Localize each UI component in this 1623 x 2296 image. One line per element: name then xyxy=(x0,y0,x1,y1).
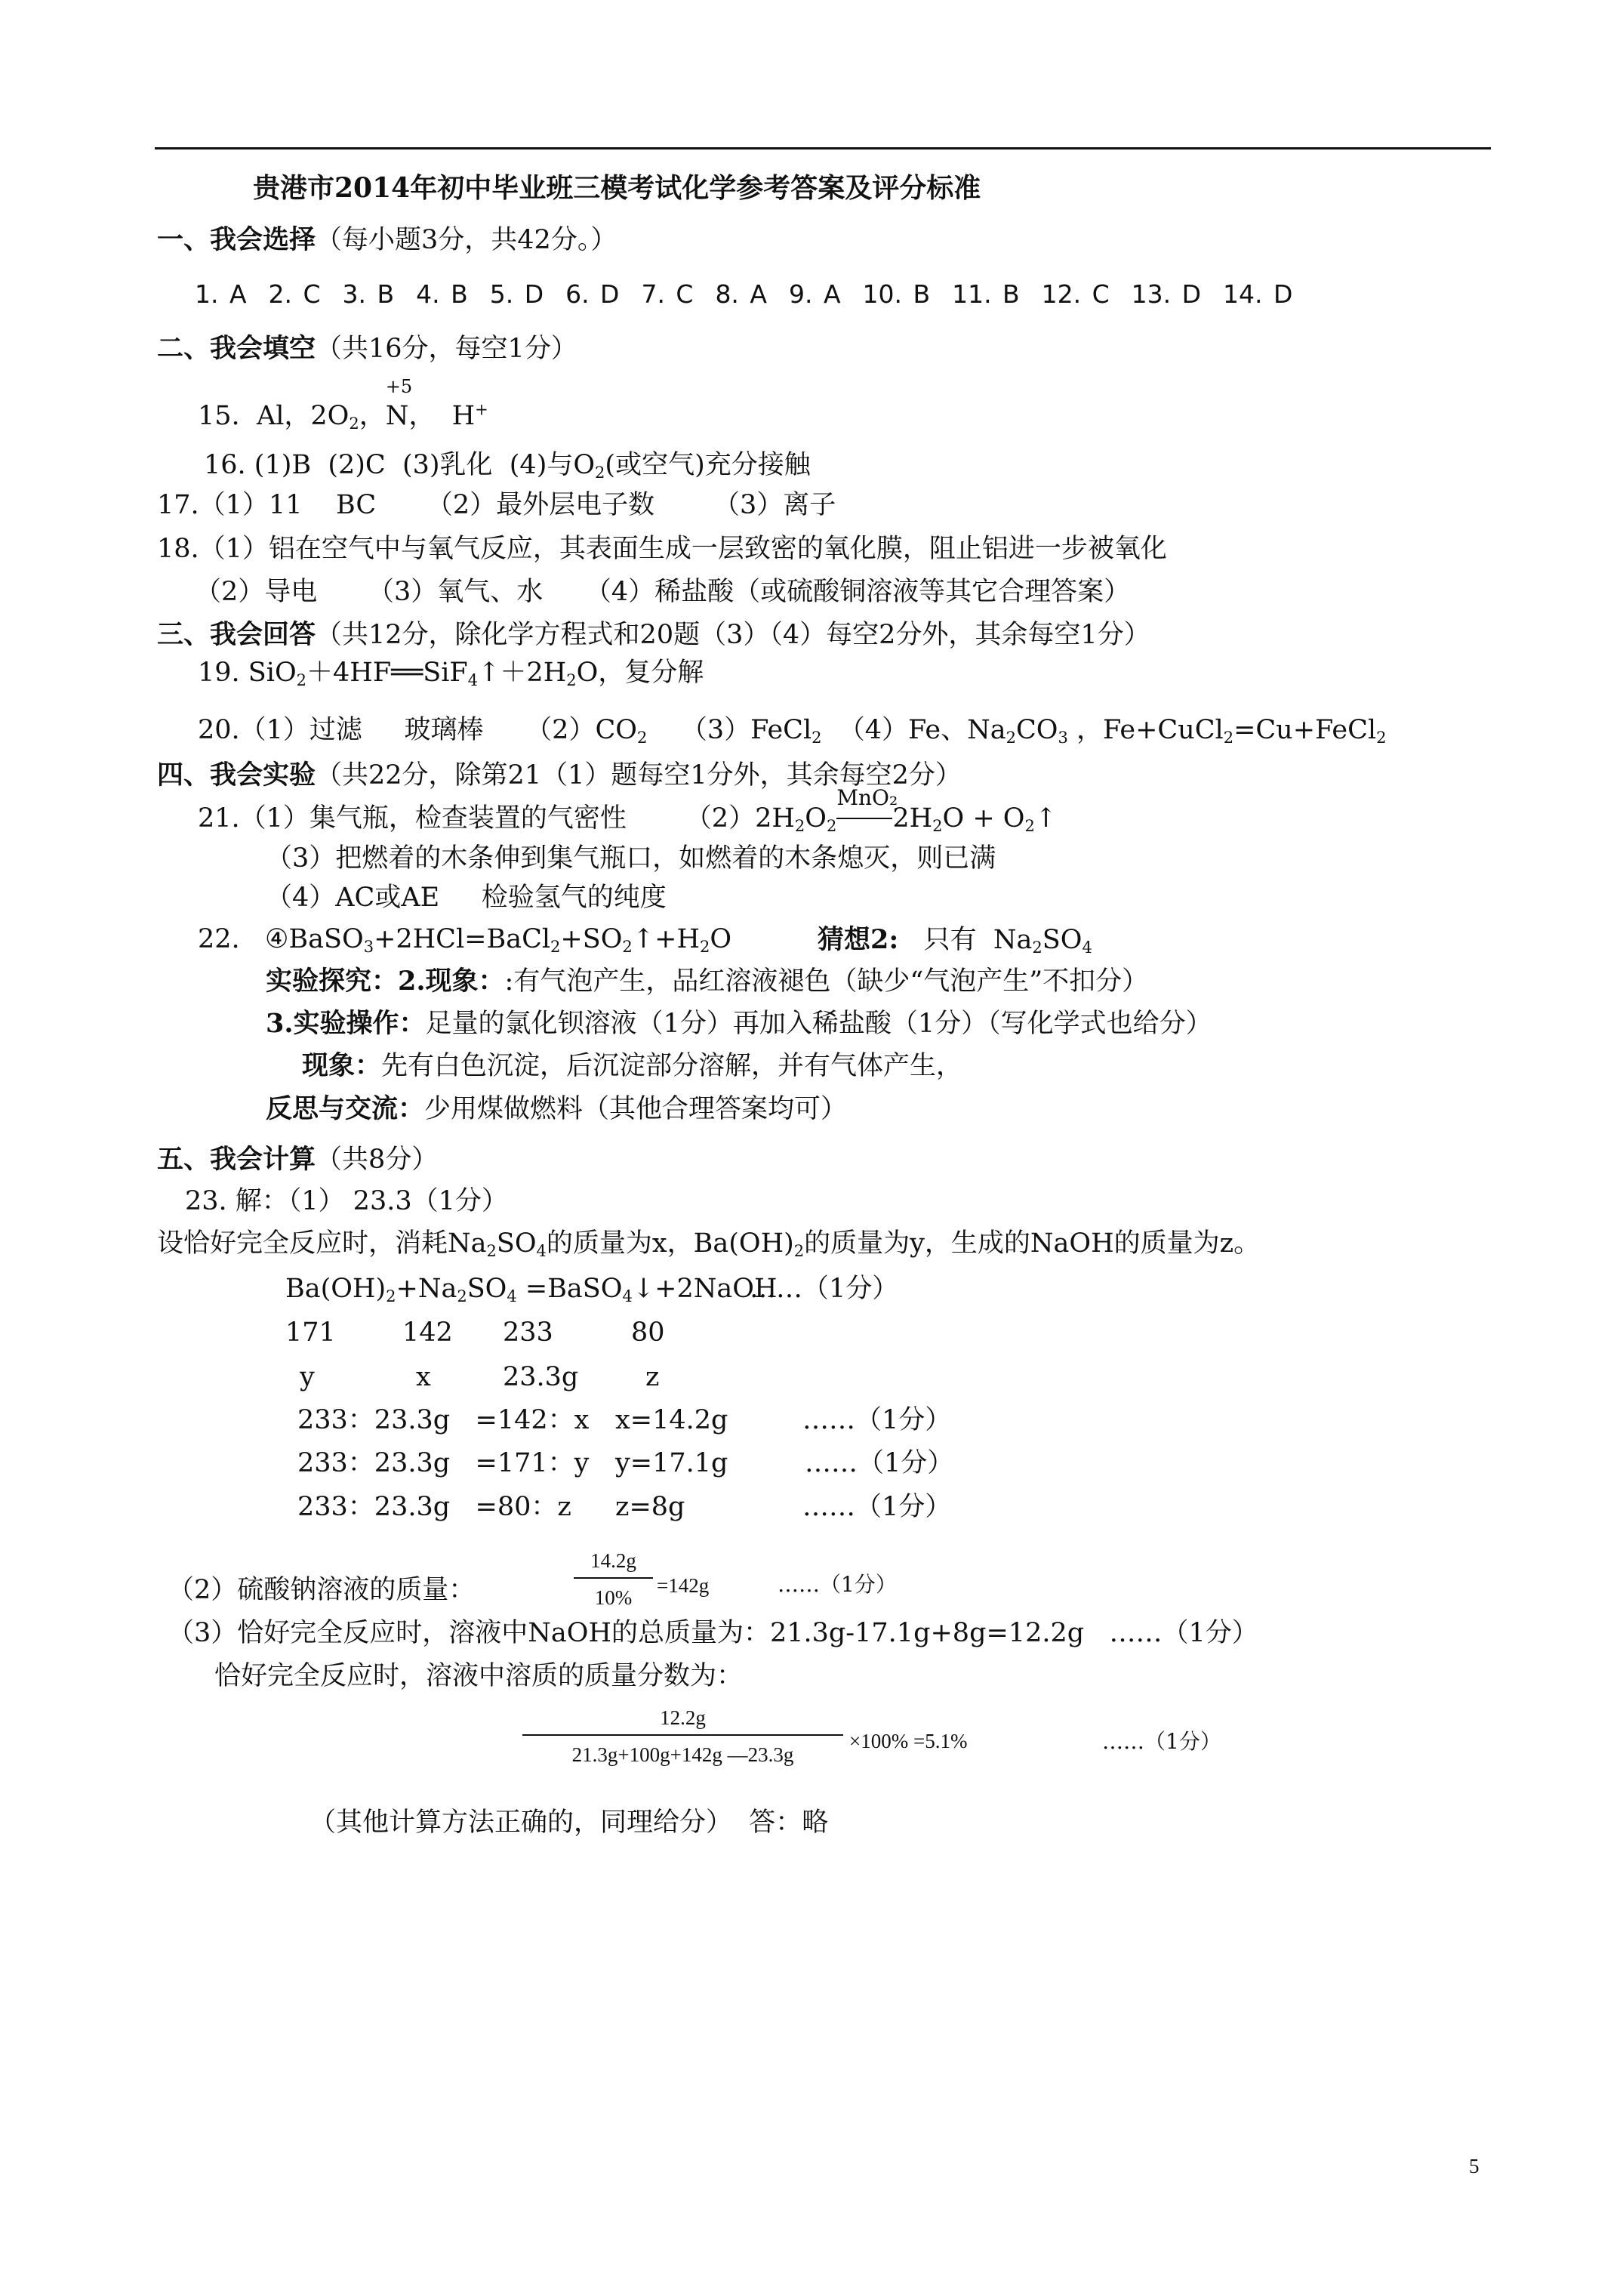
ratio-z-expr: 233：23.3g =80：z xyxy=(297,1492,571,1522)
q20-sub-3: 2 xyxy=(1006,728,1016,747)
q20-d: CO xyxy=(1016,715,1058,745)
part-2-denominator: 10% xyxy=(594,1586,633,1609)
page-title: 贵港市2014年初中毕业班三模考试化学参考答案及评分标准 xyxy=(253,172,981,204)
setup-a: 设恰好完全反应时，消耗Na xyxy=(157,1228,487,1259)
question-19 xyxy=(198,658,704,689)
section-5-note: （共8分） xyxy=(316,1145,439,1175)
section-3-note: （共12分，除化学方程式和20题（3）（4）每空2分外，其余每空1分） xyxy=(316,620,1150,650)
question-23: 23. 解：（1） 23.3（1分） xyxy=(185,1186,508,1216)
q15-charge: +5 xyxy=(385,376,413,397)
question-21-line-4: （4）AC或AE 检验氢气的纯度 xyxy=(266,883,667,913)
q15-answer-b: ， H xyxy=(408,401,476,431)
part-2-numerator: 14.2g xyxy=(590,1549,636,1572)
reflection-label: 反思与交流： xyxy=(266,1093,425,1124)
q15-nitrogen: N xyxy=(385,401,409,431)
operation-text: 足量的氯化钡溶液（1分）再加入稀盐酸（1分）（写化学式也给分） xyxy=(425,1009,1212,1039)
eq-a: Ba(OH) xyxy=(285,1274,387,1304)
q21-sub-1: 2 xyxy=(794,816,805,835)
guess-b: SO xyxy=(1042,925,1083,955)
q22-sub-2: 2 xyxy=(550,937,561,956)
q20-sub-6: 2 xyxy=(1376,728,1387,747)
eq-b: +Na xyxy=(396,1274,457,1304)
section-2-note: （共16分，每空1分） xyxy=(316,334,577,364)
q21-b: O xyxy=(805,803,827,834)
part-2-result: =142g xyxy=(657,1574,710,1597)
part-3-fraction xyxy=(522,1706,843,1767)
reflection-line xyxy=(266,1093,848,1124)
q21-d: O + O xyxy=(942,803,1025,834)
question-21-line-1 xyxy=(198,785,1058,835)
section-1-title: 一、我会选择 xyxy=(157,224,316,255)
ratio-x-expr: 233：23.3g =142：x xyxy=(297,1405,590,1435)
eq-sub-2: 2 xyxy=(457,1287,467,1305)
q22-sub-3: 2 xyxy=(622,937,633,956)
q22-b: +2HCl=BaCl xyxy=(374,924,551,954)
section-5-heading xyxy=(157,1146,438,1173)
ratio-x-result: x=14.2g xyxy=(615,1405,728,1435)
section-3-heading xyxy=(157,621,1150,649)
section-3-title: 三、我会回答 xyxy=(157,619,316,650)
closing-note: （其他计算方法正确的，同理给分） 答：略 xyxy=(310,1808,829,1838)
eq-sub-1: 2 xyxy=(386,1287,396,1305)
setup-sub-2: 4 xyxy=(536,1241,547,1260)
var-mass: 23.3g xyxy=(503,1362,579,1392)
operation-label: 3.实验操作： xyxy=(266,1008,426,1039)
guess-sub-1: 2 xyxy=(1032,938,1042,957)
part-3-line-1: （3）恰好完全反应时，溶液中NaOH的总质量为：21.3g-17.1g+8g=12.2g ……（1分） xyxy=(168,1618,1258,1648)
ratio-y-score: ……（1分） xyxy=(805,1448,954,1478)
q15-sub: 2 xyxy=(349,414,359,433)
q16-part-a: 16. (1)B (2)C (3)乳化 (4)与O xyxy=(204,450,596,480)
explore-line xyxy=(266,968,1148,995)
guess-label: 猜想2: xyxy=(818,924,899,955)
nitrogen-with-charge xyxy=(385,376,413,431)
question-16 xyxy=(204,450,811,482)
ratio-x-score: ……（1分） xyxy=(802,1405,952,1435)
phenomenon-text: 先有白色沉淀，后沉淀部分溶解，并有气体产生， xyxy=(381,1051,963,1081)
q21-c: 2H xyxy=(892,803,933,834)
question-21-line-3: （3）把燃着的木条伸到集气瓶口，如燃着的木条熄灭，则已满 xyxy=(266,843,996,874)
var-x: x xyxy=(416,1362,431,1392)
q19-b: ＋4HF══SiF xyxy=(306,658,468,688)
part-3-score: ……（1分） xyxy=(1102,1729,1221,1754)
mr-80: 80 xyxy=(631,1318,665,1348)
section-1-note: （每小题3分，共42分。） xyxy=(316,225,617,255)
catalyst-arrow xyxy=(836,785,898,832)
question-20 xyxy=(198,715,1387,747)
part-3-denominator: 21.3g+100g+142g —23.3g xyxy=(571,1743,794,1766)
q22-e: O xyxy=(710,924,732,954)
eq-sub-4: 4 xyxy=(622,1287,633,1305)
q16-sub: 2 xyxy=(595,463,605,482)
catalyst-line xyxy=(836,818,892,819)
question-17: 17.（1）11 BC （2）最外层电子数 （3）离子 xyxy=(157,490,836,520)
q19-a: 19. SiO xyxy=(198,658,297,688)
setup-sub-1: 2 xyxy=(486,1241,497,1260)
ratio-y-expr: 233：23.3g =171：y xyxy=(297,1448,590,1478)
section-1-answers: 1. A 2. C 3. B 4. B 5. D 6. D 7. C 8. A 9. A 10. B 11. B 12. C 13. D 14. D xyxy=(195,279,1293,309)
question-18-line-1: 18.（1）铝在空气中与氧气反应，其表面生成一层致密的氧化膜，阻止铝进一步被氧化 xyxy=(157,534,1167,564)
mr-142: 142 xyxy=(402,1318,453,1348)
ratio-z-score: ……（1分） xyxy=(802,1492,952,1522)
page-number: 5 xyxy=(1469,2155,1480,2177)
eq-e: ↓+2NaOH xyxy=(632,1274,778,1304)
q19-c: ↑＋2H xyxy=(478,658,567,688)
q22-d: ↑+H xyxy=(632,924,700,954)
eq-sub-3: 4 xyxy=(507,1287,517,1305)
operation-line xyxy=(266,1010,1212,1037)
q20-sub-2: 2 xyxy=(812,728,822,747)
q20-a: 20.（1）过滤 玻璃棒 （2）CO xyxy=(198,715,637,745)
eq-c: SO xyxy=(467,1274,507,1304)
q20-b: （3）FeCl xyxy=(647,715,812,745)
part-2-label: （2）硫酸钠溶液的质量： xyxy=(168,1575,476,1605)
q21-sub-4: 2 xyxy=(1024,816,1035,835)
calc-setup xyxy=(157,1228,1261,1260)
section-5-title: 五、我会计算 xyxy=(157,1144,316,1175)
setup-b: SO xyxy=(496,1228,537,1259)
q19-d: O，复分解 xyxy=(576,658,704,688)
part-2-fraction xyxy=(574,1549,653,1610)
mr-233: 233 xyxy=(503,1318,553,1348)
reaction-equation xyxy=(285,1274,778,1305)
part-2-score: ……（1分） xyxy=(778,1572,897,1597)
q19-sub-1: 2 xyxy=(296,670,307,689)
section-4-note: （共22分，除第21（1）题每空1分外，其余每空2分） xyxy=(316,760,962,791)
q22-sub-4: 2 xyxy=(699,937,710,956)
q21-a: 21.（1）集气瓶，检查装置的气密性 （2）2H xyxy=(198,803,795,834)
q22-c: +SO xyxy=(560,924,623,954)
question-18-line-2: （2）导电 （3）氧气、水 （4）稀盐酸（或硫酸铜溶液等其它合理答案） xyxy=(195,577,1131,607)
section-4-title: 四、我会实验 xyxy=(157,760,316,791)
q20-sub-4: 3 xyxy=(1058,728,1068,747)
q15-answer-a: Al，2O xyxy=(256,401,350,431)
question-22-equation xyxy=(198,924,732,956)
mr-171: 171 xyxy=(285,1318,336,1348)
q21-sub-2: 2 xyxy=(826,816,837,835)
section-1-heading xyxy=(157,224,617,255)
reflection-text: 少用煤做燃料（其他合理答案均可） xyxy=(424,1094,848,1124)
q21-sub-3: 2 xyxy=(932,816,943,835)
setup-d: 的质量为y，生成的NaOH的质量为z。 xyxy=(804,1228,1261,1259)
q15-label: 15. xyxy=(198,401,240,431)
var-y: y xyxy=(300,1362,315,1392)
q22-sub-1: 3 xyxy=(363,937,374,956)
part-3-line-2: 恰好完全反应时，溶液中溶质的质量分数为： xyxy=(214,1661,744,1691)
q15-separator: ， xyxy=(359,401,386,431)
q15-sup: + xyxy=(475,400,488,419)
explore-label: 实验探究：2.现象： xyxy=(266,966,505,997)
equation-score: ……（1分） xyxy=(750,1274,899,1304)
header-rule xyxy=(155,147,1491,149)
guess-sub-2: 4 xyxy=(1082,938,1092,957)
setup-c: 的质量为x，Ba(OH) xyxy=(546,1228,794,1259)
q20-e: ，Fe+CuCl xyxy=(1067,715,1224,745)
q19-sub-2: 4 xyxy=(467,670,479,689)
q20-c: （4）Fe、Na xyxy=(821,715,1006,745)
q22-a: 22. ④BaSO xyxy=(198,924,364,954)
ratio-y-result: y=17.1g xyxy=(615,1448,728,1478)
phenomenon-label: 现象： xyxy=(302,1050,382,1081)
part-3-result: ×100% =5.1% xyxy=(849,1730,968,1752)
q20-f: =Cu+FeCl xyxy=(1233,715,1377,745)
q20-sub-1: 2 xyxy=(636,728,648,747)
q20-sub-5: 2 xyxy=(1223,728,1234,747)
q21-e: ↑ xyxy=(1034,803,1058,834)
question-15 xyxy=(198,376,488,433)
q19-sub-3: 2 xyxy=(566,670,577,689)
setup-sub-3: 2 xyxy=(793,1241,805,1260)
ratio-z-result: z=8g xyxy=(615,1492,685,1522)
var-z: z xyxy=(645,1362,660,1392)
eq-d: =BaSO xyxy=(516,1274,623,1304)
phenomenon-line xyxy=(302,1052,962,1080)
guess-a: 只有 Na xyxy=(898,925,1033,955)
question-22-guess xyxy=(818,924,1092,957)
part-3-numerator: 12.2g xyxy=(660,1706,706,1729)
catalyst-label: MnO₂ xyxy=(836,785,898,810)
q16-part-b: (或空气)充分接触 xyxy=(605,450,811,480)
section-2-heading xyxy=(157,335,577,362)
section-2-title: 二、我会填空 xyxy=(157,333,316,364)
explore-text: :有气泡产生，品红溶液褪色（缺少“气泡产生”不扣分） xyxy=(504,966,1149,997)
